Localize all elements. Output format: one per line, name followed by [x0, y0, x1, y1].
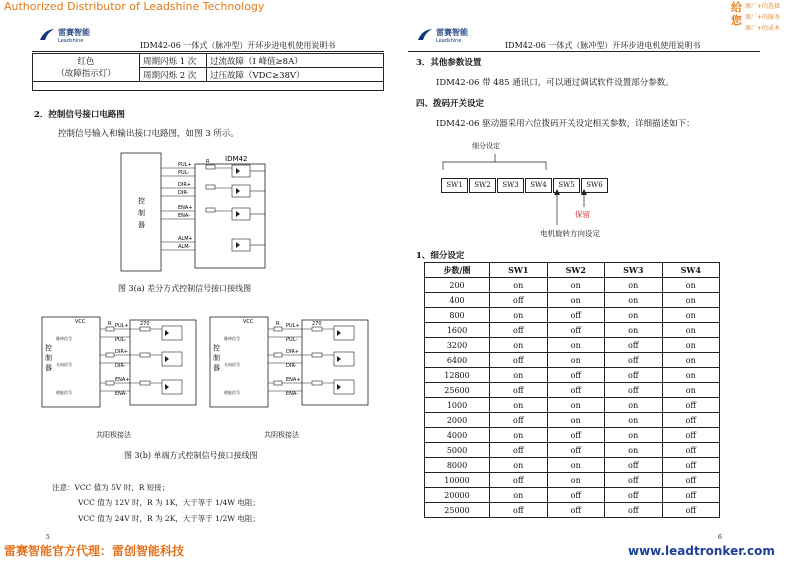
dip-switch: SW2 [469, 178, 496, 193]
table-cell: off [490, 353, 548, 368]
table-cell: off [547, 488, 605, 503]
left-header-rule [32, 51, 384, 52]
official-agent-banner: 雷赛智能官方代理：雷创智能科技 [4, 544, 185, 558]
figure-3b-common-cathode [208, 312, 373, 412]
table-cell: on [547, 413, 605, 428]
table-cell: on [605, 278, 663, 293]
table-cell: on [547, 353, 605, 368]
table-cell: on [662, 278, 720, 293]
table-cell: on [605, 308, 663, 323]
table-row [425, 443, 720, 458]
left-header-title: IDM42-06 一体式（脉冲型）开环步进电机使用说明书 [140, 41, 336, 50]
pin-label: DIR- [115, 363, 126, 369]
table-cell: 1000 [425, 398, 490, 413]
pin-label: PUL- [286, 337, 298, 343]
table-row [425, 488, 720, 503]
svg-text:270: 270 [140, 321, 150, 327]
table-cell: 4000 [425, 428, 490, 443]
reserved-label: 保留 [575, 210, 590, 219]
vcc-label: VCC [75, 319, 86, 325]
table-cell: on [662, 368, 720, 383]
fault-status-table [32, 53, 384, 91]
table-cell: off [547, 428, 605, 443]
pin-label: ENA+ [115, 377, 130, 383]
table-row [425, 338, 720, 353]
signal-label: 使能信号 [56, 390, 72, 395]
status-color-cell: 红色 （故障指示灯） [33, 54, 140, 82]
table-cell: on [490, 368, 548, 383]
right-logo-line: 原厂+的服务 [745, 14, 781, 21]
table-cell: off [490, 473, 548, 488]
table-cell: 800 [425, 308, 490, 323]
pin-label: PUL+ [178, 162, 192, 168]
pin-label: PUL- [178, 170, 190, 176]
table-row [425, 383, 720, 398]
table-cell: 200 [425, 278, 490, 293]
table-cell: off [490, 293, 548, 308]
table-cell: on [547, 473, 605, 488]
direction-label: 电机旋转方向设定 [540, 229, 600, 238]
blink-cell: 周期闪烁 2 次 [140, 68, 207, 82]
table-row [425, 503, 720, 518]
table-cell: on [662, 308, 720, 323]
fig3a-controller: 控 制 器 [138, 197, 145, 229]
table-cell: 20000 [425, 488, 490, 503]
section4-text: IDM42-06 驱动器采用六位拨码开关设定相关参数，详细描述如下： [436, 119, 695, 129]
table-row [425, 458, 720, 473]
right-logo [731, 0, 793, 38]
table-cell: 25600 [425, 383, 490, 398]
subdivision-title: 1、细分设定 [416, 251, 465, 261]
table-cell: off [605, 503, 663, 518]
table-cell: off [605, 368, 663, 383]
subdivision-group-label: 细分设定 [472, 142, 500, 150]
page-number: 6 [718, 534, 722, 541]
table-cell: off [547, 443, 605, 458]
logo-sub: Leadshine [436, 38, 462, 44]
table-cell: on [662, 323, 720, 338]
table-row [425, 308, 720, 323]
fig3b-controller: 控 制 器 [213, 344, 220, 372]
section3-text: IDM42-06 带 485 通讯口，可以通过调试软件设置部分参数。 [436, 78, 674, 88]
pin-label: ENA+ [178, 205, 193, 211]
table-cell: on [605, 398, 663, 413]
table-cell: off [605, 338, 663, 353]
switch-arrows [548, 187, 598, 227]
dip-switch: SW4 [525, 178, 552, 193]
table-cell: off [605, 488, 663, 503]
svg-text:R: R [108, 321, 112, 327]
logo-name: 雷赛智能 [58, 28, 90, 37]
table-cell: off [490, 383, 548, 398]
pin-label: DIR+ [115, 349, 128, 355]
table-row [425, 353, 720, 368]
table-cell: off [490, 413, 548, 428]
table-cell: off [662, 428, 720, 443]
table-cell: on [490, 308, 548, 323]
table-cell: on [662, 293, 720, 308]
figure-3a-diagram [120, 150, 280, 275]
pin-label: ENA- [178, 213, 191, 219]
figure-3b-common-anode [40, 312, 200, 412]
table-cell: off [605, 473, 663, 488]
pin-label: DIR- [286, 363, 297, 369]
table-row [425, 398, 720, 413]
table-cell: on [605, 443, 663, 458]
pin-label: PUL- [115, 337, 127, 343]
table-cell: off [547, 383, 605, 398]
fig3a-resistor: R [206, 159, 210, 165]
right-logo-line: 原厂+的选择 [745, 3, 781, 10]
table-cell: off [662, 488, 720, 503]
leadshine-logo-icon [38, 28, 56, 42]
pin-label: ENA- [115, 391, 128, 397]
svg-text:R: R [276, 321, 280, 327]
table-row [425, 428, 720, 443]
vcc-label: VCC [243, 319, 254, 325]
table-cell: off [662, 443, 720, 458]
signal-label: 使能信号 [224, 390, 240, 395]
right-header-rule [408, 51, 760, 52]
table-cell: off [662, 398, 720, 413]
col-header: SW2 [547, 263, 605, 278]
right-logo-line: 原厂+的成本 [745, 25, 781, 32]
section2-text: 控制信号输入和输出接口电路图，如图 3 所示。 [58, 129, 239, 139]
table-cell: 8000 [425, 458, 490, 473]
figure-3a-caption: 图 3(a) 差分方式控制信号接口接线图 [118, 284, 252, 293]
section2-title: 2．控制信号接口电路图 [34, 110, 125, 120]
signal-label: 脉冲信号 [224, 336, 240, 341]
table-cell: off [605, 458, 663, 473]
table-cell: on [490, 278, 548, 293]
table-cell: off [662, 503, 720, 518]
table-cell: 25000 [425, 503, 490, 518]
table-cell: off [662, 458, 720, 473]
table-cell: 5000 [425, 443, 490, 458]
table-cell: on [547, 458, 605, 473]
table-cell: off [547, 323, 605, 338]
pin-label: PUL+ [115, 323, 129, 329]
section3-title: 3．其他参数设置 [416, 58, 482, 68]
table-cell: on [605, 293, 663, 308]
table-row [425, 413, 720, 428]
table-cell: on [662, 338, 720, 353]
table-cell: 2000 [425, 413, 490, 428]
common-cathode-label: 共阴极接法 [264, 431, 299, 439]
table-cell: on [605, 323, 663, 338]
fault-cell: 过流故障（I 峰值≥8A） [207, 54, 384, 68]
table-row [425, 293, 720, 308]
logo-sub: Leadshine [58, 38, 84, 44]
table-row [425, 473, 720, 488]
signal-label: 方向信号 [224, 362, 240, 367]
page-number: 5 [46, 534, 50, 541]
pin-label: DIR- [178, 190, 189, 196]
note-2: VCC 值为 12V 时，R 为 1K，大于等于 1/4W 电阻； [78, 498, 260, 507]
table-cell: on [605, 428, 663, 443]
website-link[interactable]: www.leadtronker.com [628, 544, 775, 558]
table-cell: 12800 [425, 368, 490, 383]
leadshine-logo-icon [416, 28, 434, 42]
col-header: 步数/圈 [425, 263, 490, 278]
table-cell: off [662, 473, 720, 488]
svg-text:270: 270 [312, 321, 322, 327]
table-row [425, 323, 720, 338]
table-row [425, 278, 720, 293]
table-cell: 1600 [425, 323, 490, 338]
table-cell: off [490, 503, 548, 518]
table-cell: on [490, 398, 548, 413]
table-cell: on [490, 488, 548, 503]
table-cell: on [605, 413, 663, 428]
fig3b-controller: 控 制 器 [45, 344, 52, 372]
pin-label: DIR+ [286, 349, 299, 355]
table-cell: on [547, 338, 605, 353]
right-header-title: IDM42-06 一体式（脉冲型）开环步进电机使用说明书 [505, 41, 701, 50]
table-cell: on [547, 293, 605, 308]
distributor-banner: Authorized Distributor of Leadshine Technology [4, 0, 265, 13]
pin-label: DIR+ [178, 182, 191, 188]
table-cell: off [605, 353, 663, 368]
blink-cell: 周期闪烁 1 次 [140, 54, 207, 68]
fault-cell: 过压故障（VDC≥38V） [207, 68, 384, 82]
table-cell: 3200 [425, 338, 490, 353]
table-cell: off [490, 323, 548, 338]
table-cell: off [547, 308, 605, 323]
figure-3b-caption: 图 3(b) 单端方式控制信号接口接线图 [124, 451, 258, 460]
col-header: SW1 [490, 263, 548, 278]
note-3: VCC 值为 24V 时，R 为 2K，大于等于 1/2W 电阻； [78, 514, 260, 523]
table-cell: off [490, 443, 548, 458]
table-cell: 10000 [425, 473, 490, 488]
table-cell: off [547, 503, 605, 518]
arrow-up-icon [554, 189, 560, 195]
signal-label: 方向信号 [56, 362, 72, 367]
table-cell: on [547, 398, 605, 413]
dip-switch: SW1 [441, 178, 468, 193]
table-cell: 6400 [425, 353, 490, 368]
pin-label: ENA+ [286, 377, 301, 383]
note-1: 注意：VCC 值为 5V 时，R 短接； [52, 483, 170, 492]
subdivision-table [424, 262, 720, 518]
table-cell: off [547, 368, 605, 383]
col-header: SW4 [662, 263, 720, 278]
col-header: SW3 [605, 263, 663, 278]
subdivision-bracket [440, 148, 550, 172]
dip-switch: SW6 [581, 178, 608, 193]
pin-label: ENA- [286, 391, 299, 397]
table-cell: off [662, 413, 720, 428]
arrow-up-icon [581, 189, 587, 195]
table-cell: off [605, 383, 663, 398]
pin-label: ALM+ [178, 236, 193, 242]
table-row [425, 368, 720, 383]
table-cell: on [662, 383, 720, 398]
signal-label: 脉冲信号 [56, 336, 72, 341]
table-cell: on [490, 338, 548, 353]
pin-label: PUL+ [286, 323, 300, 329]
table-cell: on [547, 278, 605, 293]
dip-switch: SW3 [497, 178, 524, 193]
table-cell: on [490, 458, 548, 473]
table-cell: on [490, 428, 548, 443]
section4-title: 四、拨码开关设定 [416, 99, 485, 109]
table-cell: on [662, 353, 720, 368]
fig3a-title: IDM42 [225, 155, 248, 163]
common-anode-label: 共阳极接法 [96, 431, 131, 439]
dip-switch: SW5 [553, 178, 580, 193]
logo-name: 雷赛智能 [436, 28, 468, 37]
right-logo-big: 给您 [731, 1, 742, 27]
pin-label: ALM- [178, 244, 191, 250]
table-cell: 400 [425, 293, 490, 308]
